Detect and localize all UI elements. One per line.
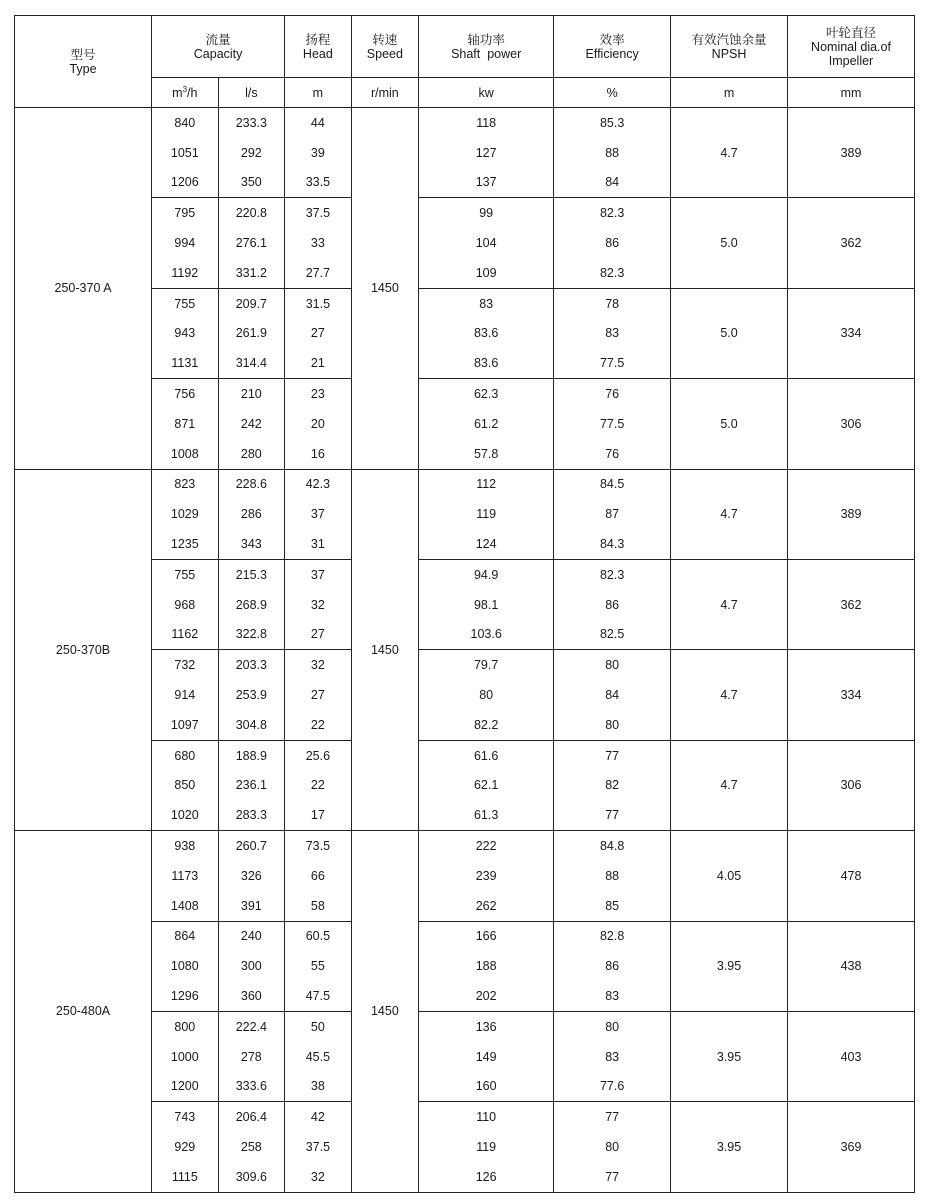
header-capacity-zh: 流量 — [205, 32, 231, 47]
efficiency-cell: 86 — [554, 590, 671, 620]
efficiency-cell: 80 — [554, 1011, 671, 1041]
efficiency-cell: 84 — [554, 680, 671, 710]
capacity-ls-cell: 314.4 — [218, 348, 285, 378]
head-cell: 60.5 — [285, 921, 352, 951]
capacity-m3h-cell: 968 — [152, 590, 219, 620]
head-cell: 31.5 — [285, 288, 352, 318]
npsh-cell: 3.95 — [671, 921, 788, 1011]
header-impeller-dia-zh: 叶轮直径 — [825, 25, 876, 40]
capacity-m3h-cell: 680 — [152, 740, 219, 770]
header-npsh-zh: 有效汽蚀余量 — [691, 32, 767, 47]
shaft-power-cell: 83 — [419, 288, 554, 318]
capacity-m3h-cell: 1206 — [152, 168, 219, 198]
unit-ls: l/s — [218, 78, 285, 108]
head-cell: 42 — [285, 1102, 352, 1132]
impeller-dia-cell: 334 — [788, 288, 915, 378]
capacity-ls-cell: 260.7 — [218, 831, 285, 861]
capacity-m3h-cell: 943 — [152, 319, 219, 349]
model-type-cell: 250-480A — [15, 831, 152, 1193]
impeller-dia-cell: 403 — [788, 1011, 915, 1101]
head-cell: 22 — [285, 710, 352, 740]
capacity-m3h-cell: 1080 — [152, 951, 219, 981]
head-cell: 55 — [285, 951, 352, 981]
capacity-ls-cell: 280 — [218, 439, 285, 469]
header-shaft-power-en: Shaft power — [451, 46, 522, 61]
capacity-ls-cell: 240 — [218, 921, 285, 951]
capacity-ls-cell: 268.9 — [218, 590, 285, 620]
shaft-power-cell: 61.2 — [419, 409, 554, 439]
efficiency-cell: 85 — [554, 891, 671, 921]
impeller-dia-cell: 362 — [788, 559, 915, 649]
capacity-ls-cell: 283.3 — [218, 800, 285, 830]
efficiency-cell: 82 — [554, 771, 671, 801]
capacity-ls-cell: 286 — [218, 499, 285, 529]
efficiency-cell: 77.5 — [554, 409, 671, 439]
capacity-ls-cell: 360 — [218, 981, 285, 1011]
capacity-m3h-cell: 755 — [152, 559, 219, 589]
shaft-power-cell: 79.7 — [419, 650, 554, 680]
efficiency-cell: 82.3 — [554, 559, 671, 589]
capacity-m3h-cell: 864 — [152, 921, 219, 951]
header-efficiency — [554, 16, 671, 78]
head-cell: 16 — [285, 439, 352, 469]
capacity-ls-cell: 350 — [218, 168, 285, 198]
efficiency-cell: 82.8 — [554, 921, 671, 951]
capacity-ls-cell: 304.8 — [218, 710, 285, 740]
capacity-ls-cell: 215.3 — [218, 559, 285, 589]
npsh-cell: 3.95 — [671, 1102, 788, 1192]
efficiency-cell: 80 — [554, 1132, 671, 1162]
shaft-power-cell: 188 — [419, 951, 554, 981]
efficiency-cell: 86 — [554, 228, 671, 258]
shaft-power-cell: 137 — [419, 168, 554, 198]
model-type-cell: 250-370 A — [15, 108, 152, 470]
capacity-m3h-cell: 800 — [152, 1011, 219, 1041]
shaft-power-cell: 119 — [419, 499, 554, 529]
impeller-dia-cell: 478 — [788, 831, 915, 921]
header-impeller-dia-en-1: Nominal dia.of — [811, 39, 891, 54]
table-body — [15, 108, 915, 1193]
shaft-power-cell: 57.8 — [419, 439, 554, 469]
capacity-ls-cell: 233.3 — [218, 108, 285, 138]
shaft-power-cell: 99 — [419, 198, 554, 228]
shaft-power-cell: 109 — [419, 258, 554, 288]
capacity-ls-cell: 326 — [218, 861, 285, 891]
shaft-power-cell: 62.1 — [419, 771, 554, 801]
efficiency-cell: 87 — [554, 499, 671, 529]
capacity-ls-cell: 331.2 — [218, 258, 285, 288]
efficiency-cell: 77.5 — [554, 348, 671, 378]
speed-cell: 1450 — [351, 831, 419, 1193]
capacity-m3h-cell: 914 — [152, 680, 219, 710]
capacity-m3h-cell: 1162 — [152, 620, 219, 650]
header-efficiency-en: Efficiency — [585, 46, 639, 61]
capacity-m3h-cell: 1000 — [152, 1042, 219, 1072]
table-row — [15, 469, 915, 499]
capacity-ls-cell: 333.6 — [218, 1072, 285, 1102]
head-cell: 42.3 — [285, 469, 352, 499]
capacity-ls-cell: 322.8 — [218, 620, 285, 650]
efficiency-cell: 76 — [554, 379, 671, 409]
head-cell: 27 — [285, 319, 352, 349]
shaft-power-cell: 149 — [419, 1042, 554, 1072]
header-type-en: Type — [69, 61, 97, 76]
capacity-m3h-cell: 850 — [152, 771, 219, 801]
shaft-power-cell: 119 — [419, 1132, 554, 1162]
head-cell: 17 — [285, 800, 352, 830]
capacity-m3h-cell: 1200 — [152, 1072, 219, 1102]
capacity-m3h-cell: 1192 — [152, 258, 219, 288]
unit-m3h — [152, 78, 219, 108]
capacity-ls-cell: 258 — [218, 1132, 285, 1162]
efficiency-cell: 85.3 — [554, 108, 671, 138]
shaft-power-cell: 222 — [419, 831, 554, 861]
head-cell: 27.7 — [285, 258, 352, 288]
head-cell: 23 — [285, 379, 352, 409]
capacity-ls-cell: 220.8 — [218, 198, 285, 228]
table-row — [15, 831, 915, 861]
npsh-cell: 5.0 — [671, 198, 788, 288]
shaft-power-cell: 62.3 — [419, 379, 554, 409]
capacity-ls-cell: 228.6 — [218, 469, 285, 499]
shaft-power-cell: 239 — [419, 861, 554, 891]
impeller-dia-cell: 362 — [788, 198, 915, 288]
table-row — [15, 108, 915, 138]
capacity-m3h-cell: 1235 — [152, 529, 219, 559]
capacity-m3h-cell: 1051 — [152, 138, 219, 168]
shaft-power-cell: 61.6 — [419, 740, 554, 770]
header-impeller-dia — [788, 16, 915, 78]
capacity-m3h-cell: 743 — [152, 1102, 219, 1132]
shaft-power-cell: 83.6 — [419, 348, 554, 378]
npsh-cell: 5.0 — [671, 288, 788, 378]
header-npsh-en: NPSH — [711, 46, 747, 61]
efficiency-cell: 84.8 — [554, 831, 671, 861]
shaft-power-cell: 104 — [419, 228, 554, 258]
npsh-cell: 4.7 — [671, 469, 788, 559]
head-cell: 32 — [285, 1162, 352, 1192]
efficiency-cell: 83 — [554, 1042, 671, 1072]
header-npsh — [671, 16, 788, 78]
shaft-power-cell: 202 — [419, 981, 554, 1011]
head-cell: 22 — [285, 771, 352, 801]
capacity-m3h-cell: 795 — [152, 198, 219, 228]
header-impeller-dia-en-2: Impeller — [828, 53, 874, 68]
head-cell: 50 — [285, 1011, 352, 1041]
shaft-power-cell: 98.1 — [419, 590, 554, 620]
shaft-power-cell: 94.9 — [419, 559, 554, 589]
capacity-m3h-cell: 1097 — [152, 710, 219, 740]
head-cell: 37 — [285, 559, 352, 589]
capacity-m3h-cell: 1131 — [152, 348, 219, 378]
shaft-power-cell: 112 — [419, 469, 554, 499]
unit-speed: r/min — [351, 78, 419, 108]
unit-m3h-sup: 3 — [182, 84, 188, 94]
head-cell: 33 — [285, 228, 352, 258]
header-head-en: Head — [302, 46, 333, 61]
capacity-m3h-cell: 1020 — [152, 800, 219, 830]
capacity-ls-cell: 253.9 — [218, 680, 285, 710]
pump-performance-table — [14, 15, 915, 1193]
impeller-dia-cell: 389 — [788, 469, 915, 559]
efficiency-cell: 82.3 — [554, 198, 671, 228]
capacity-ls-cell: 343 — [218, 529, 285, 559]
shaft-power-cell: 262 — [419, 891, 554, 921]
shaft-power-cell: 126 — [419, 1162, 554, 1192]
capacity-m3h-cell: 1173 — [152, 861, 219, 891]
efficiency-cell: 82.5 — [554, 620, 671, 650]
head-cell: 27 — [285, 680, 352, 710]
head-cell: 73.5 — [285, 831, 352, 861]
head-cell: 33.5 — [285, 168, 352, 198]
efficiency-cell: 77 — [554, 740, 671, 770]
impeller-dia-cell: 438 — [788, 921, 915, 1011]
capacity-m3h-cell: 1296 — [152, 981, 219, 1011]
unit-impeller-dia: mm — [788, 78, 915, 108]
head-cell: 27 — [285, 620, 352, 650]
capacity-ls-cell: 276.1 — [218, 228, 285, 258]
efficiency-cell: 88 — [554, 138, 671, 168]
efficiency-cell: 77.6 — [554, 1072, 671, 1102]
efficiency-cell: 80 — [554, 710, 671, 740]
header-type-zh: 型号 — [70, 47, 96, 62]
capacity-m3h-cell: 1029 — [152, 499, 219, 529]
capacity-m3h-cell: 755 — [152, 288, 219, 318]
capacity-ls-cell: 292 — [218, 138, 285, 168]
efficiency-cell: 78 — [554, 288, 671, 318]
header-efficiency-zh: 效率 — [599, 32, 625, 47]
efficiency-cell: 80 — [554, 650, 671, 680]
shaft-power-cell: 110 — [419, 1102, 554, 1132]
shaft-power-cell: 61.3 — [419, 800, 554, 830]
efficiency-cell: 84.5 — [554, 469, 671, 499]
capacity-m3h-cell: 756 — [152, 379, 219, 409]
speed-cell: 1450 — [351, 469, 419, 831]
header-type — [15, 16, 152, 108]
head-cell: 39 — [285, 138, 352, 168]
head-cell: 32 — [285, 590, 352, 620]
efficiency-cell: 83 — [554, 981, 671, 1011]
shaft-power-cell: 83.6 — [419, 319, 554, 349]
shaft-power-cell: 82.2 — [419, 710, 554, 740]
shaft-power-cell: 127 — [419, 138, 554, 168]
npsh-cell: 4.7 — [671, 559, 788, 649]
efficiency-cell: 86 — [554, 951, 671, 981]
unit-m3h-tail: /h — [187, 85, 198, 100]
header-shaft-power — [419, 16, 554, 78]
header-head-zh: 扬程 — [305, 32, 331, 47]
header-head — [285, 16, 352, 78]
header-capacity — [152, 16, 285, 78]
shaft-power-cell: 160 — [419, 1072, 554, 1102]
impeller-dia-cell: 389 — [788, 108, 915, 198]
efficiency-cell: 84.3 — [554, 529, 671, 559]
capacity-m3h-cell: 871 — [152, 409, 219, 439]
capacity-ls-cell: 210 — [218, 379, 285, 409]
capacity-m3h-cell: 1008 — [152, 439, 219, 469]
capacity-ls-cell: 242 — [218, 409, 285, 439]
efficiency-cell: 77 — [554, 800, 671, 830]
efficiency-cell: 77 — [554, 1162, 671, 1192]
unit-head: m — [285, 78, 352, 108]
head-cell: 66 — [285, 861, 352, 891]
head-cell: 45.5 — [285, 1042, 352, 1072]
efficiency-cell: 88 — [554, 861, 671, 891]
head-cell: 31 — [285, 529, 352, 559]
capacity-ls-cell: 391 — [218, 891, 285, 921]
unit-shaft-power: kw — [419, 78, 554, 108]
unit-npsh: m — [671, 78, 788, 108]
head-cell: 21 — [285, 348, 352, 378]
capacity-ls-cell: 300 — [218, 951, 285, 981]
unit-m3h-base: m — [172, 85, 183, 100]
efficiency-cell: 76 — [554, 439, 671, 469]
capacity-ls-cell: 203.3 — [218, 650, 285, 680]
capacity-m3h-cell: 1408 — [152, 891, 219, 921]
shaft-power-cell: 118 — [419, 108, 554, 138]
model-type-cell: 250-370B — [15, 469, 152, 831]
unit-efficiency: % — [554, 78, 671, 108]
impeller-dia-cell: 334 — [788, 650, 915, 740]
capacity-m3h-cell: 732 — [152, 650, 219, 680]
impeller-dia-cell: 369 — [788, 1102, 915, 1192]
capacity-ls-cell: 236.1 — [218, 771, 285, 801]
efficiency-cell: 83 — [554, 319, 671, 349]
head-cell: 37.5 — [285, 1132, 352, 1162]
shaft-power-cell: 80 — [419, 680, 554, 710]
capacity-ls-cell: 222.4 — [218, 1011, 285, 1041]
shaft-power-cell: 136 — [419, 1011, 554, 1041]
npsh-cell: 4.7 — [671, 650, 788, 740]
npsh-cell: 4.05 — [671, 831, 788, 921]
head-cell: 37 — [285, 499, 352, 529]
shaft-power-cell: 166 — [419, 921, 554, 951]
capacity-ls-cell: 261.9 — [218, 319, 285, 349]
head-cell: 44 — [285, 108, 352, 138]
capacity-m3h-cell: 823 — [152, 469, 219, 499]
capacity-m3h-cell: 929 — [152, 1132, 219, 1162]
npsh-cell: 4.7 — [671, 740, 788, 830]
head-cell: 47.5 — [285, 981, 352, 1011]
capacity-ls-cell: 209.7 — [218, 288, 285, 318]
header-speed-en: Speed — [366, 46, 403, 61]
efficiency-cell: 77 — [554, 1102, 671, 1132]
npsh-cell: 3.95 — [671, 1011, 788, 1101]
impeller-dia-cell: 306 — [788, 379, 915, 469]
npsh-cell: 4.7 — [671, 108, 788, 198]
efficiency-cell: 82.3 — [554, 258, 671, 288]
capacity-ls-cell: 309.6 — [218, 1162, 285, 1192]
capacity-m3h-cell: 840 — [152, 108, 219, 138]
speed-cell: 1450 — [351, 108, 419, 470]
head-cell: 20 — [285, 409, 352, 439]
capacity-ls-cell: 188.9 — [218, 740, 285, 770]
header-speed-zh: 转速 — [372, 32, 398, 47]
capacity-m3h-cell: 938 — [152, 831, 219, 861]
header-shaft-power-zh: 轴功率 — [467, 32, 505, 47]
capacity-m3h-cell: 1115 — [152, 1162, 219, 1192]
head-cell: 25.6 — [285, 740, 352, 770]
capacity-ls-cell: 206.4 — [218, 1102, 285, 1132]
header-speed — [351, 16, 419, 78]
shaft-power-cell: 103.6 — [419, 620, 554, 650]
capacity-ls-cell: 278 — [218, 1042, 285, 1072]
npsh-cell: 5.0 — [671, 379, 788, 469]
efficiency-cell: 84 — [554, 168, 671, 198]
head-cell: 58 — [285, 891, 352, 921]
capacity-m3h-cell: 994 — [152, 228, 219, 258]
head-cell: 32 — [285, 650, 352, 680]
header-capacity-en: Capacity — [193, 46, 243, 61]
impeller-dia-cell: 306 — [788, 740, 915, 830]
shaft-power-cell: 124 — [419, 529, 554, 559]
head-cell: 37.5 — [285, 198, 352, 228]
head-cell: 38 — [285, 1072, 352, 1102]
